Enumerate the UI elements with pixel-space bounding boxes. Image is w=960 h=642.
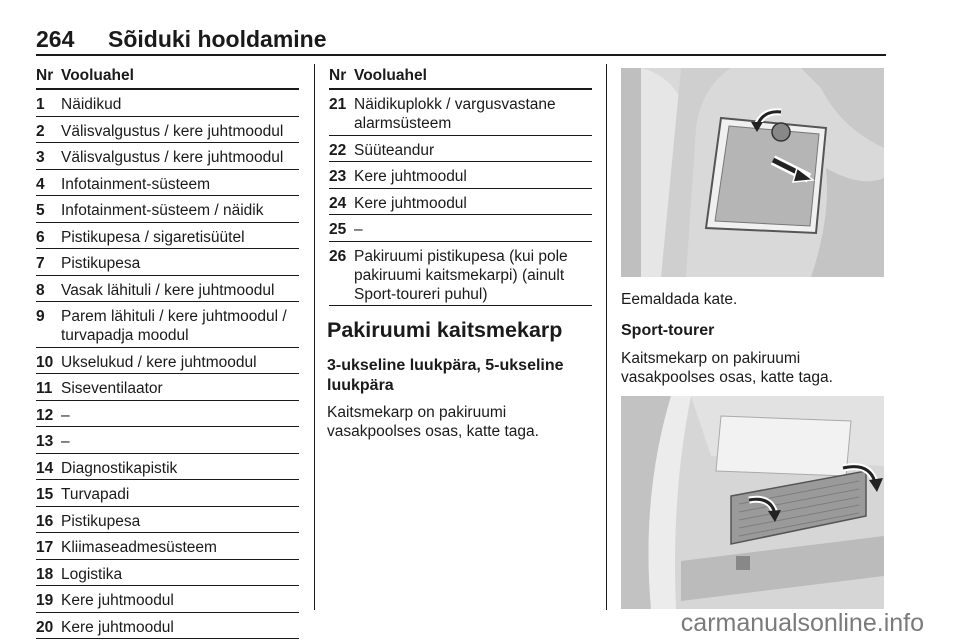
table-row [36,90,299,117]
section-text: Kaitsmekarp on pakiruumi vasakpoolses osas, katte taga. [327,404,539,440]
table-row [36,348,299,375]
fuse-table-right [329,64,592,306]
table-row [36,143,299,170]
page-title: Sõiduki hooldamine [108,26,327,52]
fuse-number: 10 [36,353,54,371]
circuit-description: Kere juhtmoodul [354,194,467,212]
table-header [36,64,299,90]
table-row [36,507,299,534]
sport-tourer-text: Kaitsmekarp on pakiruumi vasakpoolses osas, katte taga. [621,350,833,386]
circuit-description: Parem lähituli / kere juhtmoodul / turvapadja moodul [61,308,287,344]
table-row [329,136,592,163]
table-row [36,302,299,348]
column-divider [314,64,315,610]
table-row [36,427,299,454]
circuit-description: Ukselukud / kere juhtmoodul [61,353,257,371]
fuse-number: 15 [36,486,54,503]
circuit-description: Turvapadi [61,486,130,503]
column-header-circuit: Vooluahel [354,67,427,84]
column-header-circuit: Vooluahel [61,67,134,84]
circuit-description: – [354,221,363,238]
table-row [36,196,299,223]
circuit-description: Infotainment-süsteem / näidik [61,202,264,219]
table-row [36,276,299,303]
fuse-number: 26 [329,247,347,265]
table-row [329,189,592,216]
circuit-description: Välisvalgustus / kere juhtmoodul [61,122,284,140]
column-header-nr: Nr [36,67,54,84]
fuse-number: 23 [329,168,347,185]
table-row [36,249,299,276]
fuse-number: 18 [36,565,54,583]
circuit-description: Kliimaseadmesüsteem [61,539,217,556]
fuse-number: 4 [36,175,45,193]
table-row [329,215,592,242]
table-row [329,242,592,307]
column-header-nr: Nr [329,67,347,84]
circuit-description: Välisvalgustus / kere juhtmoodul [61,149,284,166]
table-row [36,223,299,250]
fuse-number: 1 [36,96,45,113]
circuit-description: – [61,406,70,424]
fuse-number: 16 [36,512,54,530]
section-title: Pakiruumi kaitsmekarp [327,318,563,342]
table-row [329,162,592,189]
circuit-description: Vasak lähituli / kere juhtmoodul [61,281,275,299]
fuse-number: 25 [329,221,347,238]
fuse-table-left [36,64,299,639]
fuse-number: 9 [36,308,45,325]
table-row [36,480,299,507]
circuit-description: Pistikupesa / sigaretisüütel [61,228,245,246]
circuit-description: Kere juhtmoodul [61,618,174,636]
fuse-number: 8 [36,281,45,299]
fuse-number: 6 [36,228,45,246]
table-row [36,533,299,560]
table-header [329,64,592,90]
circuit-description: Logistika [61,565,123,583]
fuse-number: 3 [36,149,45,166]
table-row [36,374,299,401]
table-row [36,586,299,613]
header-rule [36,54,886,56]
circuit-description: Diagnostikapistik [61,459,178,477]
table-row [329,90,592,136]
table-row [36,613,299,640]
caption-remove-cover: Eemaldada kate. [621,291,738,308]
table-row [36,454,299,481]
table-row [36,117,299,144]
circuit-description: Siseventilaator [61,380,163,397]
circuit-description: Infotainment-süsteem [61,175,211,193]
circuit-description: Kere juhtmoodul [61,592,174,609]
column-divider [606,64,607,610]
fuse-number: 5 [36,202,45,219]
circuit-description: Pistikupesa [61,255,141,272]
circuit-description: Pistikupesa [61,512,141,530]
section-subtitle: 3-ukseline luukpära, 5-ukseline luukpära [327,357,564,394]
fuse-number: 13 [36,433,54,450]
page-number: 264 [36,26,75,52]
fuse-number: 20 [36,618,54,636]
circuit-description: Kere juhtmoodul [354,168,467,185]
fuse-number: 22 [329,141,347,159]
fuse-number: 19 [36,592,54,609]
fuse-number: 17 [36,539,54,556]
table-row [36,560,299,587]
fuse-number: 12 [36,406,54,424]
fuse-number: 7 [36,255,45,272]
fuse-number: 2 [36,122,45,140]
table-row [36,170,299,197]
table-row [36,401,299,428]
fuse-number: 11 [36,380,53,397]
circuit-description: Näidikuplokk / vargusvastane alarmsüsteem [354,96,556,132]
sport-tourer-subtitle: Sport-tourer [621,322,715,339]
circuit-description: Süüteandur [354,141,435,159]
circuit-description: Pakiruumi pistikupesa (kui pole pakiruumi kaitsmekarpi) (ainult Sport-toureri puhul) [354,247,568,303]
watermark: carmanualsonline.info [680,609,924,637]
circuit-description: Näidikud [61,96,122,113]
circuit-description: – [61,433,70,450]
fuse-number: 21 [329,96,347,113]
fuse-box-cover-illustration [621,68,884,277]
fuse-number: 24 [329,194,347,212]
sport-tourer-fuse-cover-illustration [621,396,884,609]
fuse-number: 14 [36,459,54,477]
